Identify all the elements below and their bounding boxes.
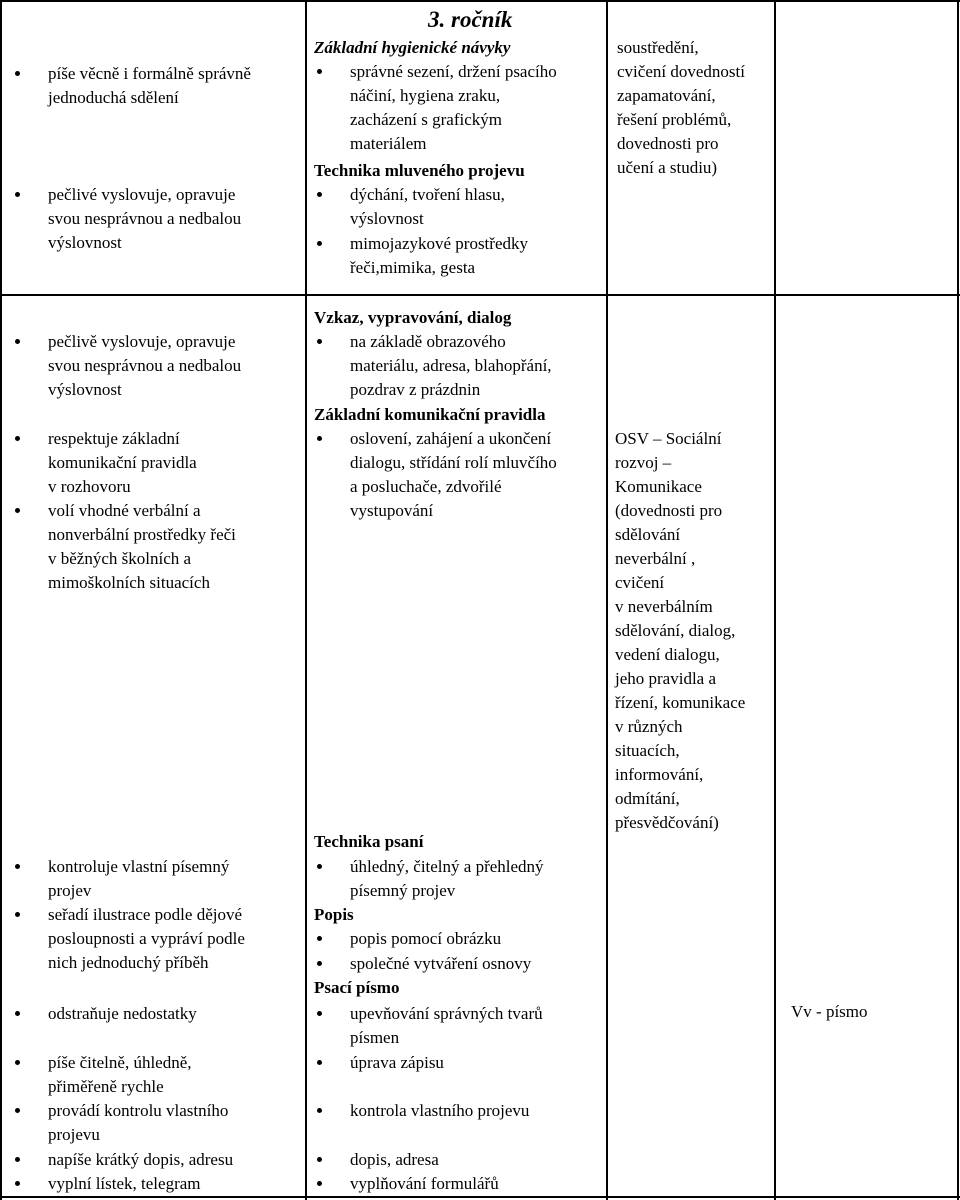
row-divider-top (0, 0, 960, 2)
topic-item-cont: vystupování (350, 501, 434, 520)
topic-item-cont: řeči,mimika, gesta (350, 258, 476, 277)
topic-item: kontrola vlastního projevu (350, 1099, 529, 1123)
topic-heading: Vzkaz, vypravování, dialog (314, 308, 512, 327)
outcome-item-cont: v rozhovoru (48, 477, 131, 496)
outcome-item-cont: nonverbální prostředky řeči (48, 525, 236, 544)
outcome-item-cont: nich jednoduchý příběh (48, 953, 209, 972)
outcome-item-cont: projevu (48, 1125, 100, 1144)
outcome-item-cont: výslovnost (48, 380, 122, 399)
topic-item: vyplňování formulářů (350, 1172, 499, 1196)
topic-item-cont: materiálu, adresa, blahopřání, (350, 356, 552, 375)
outcome-item-cont: výslovnost (48, 233, 122, 252)
topic-item: dýchání, tvoření hlasu, (350, 183, 505, 207)
theme-text: cvičení (615, 573, 665, 592)
topic-item-cont: písmen (350, 1028, 400, 1047)
theme-text: neverbální , (615, 549, 696, 568)
outcome-item-cont: přiměřeně rychle (48, 1077, 164, 1096)
topic-item-cont: náčiní, hygiena zraku, (350, 86, 501, 105)
outcome-item-cont: jednoduchá sdělení (48, 88, 179, 107)
outcome-item-cont: mimoškolních situacích (48, 573, 210, 592)
outcome-item: vyplní lístek, telegram (48, 1172, 201, 1196)
column-divider-2 (606, 0, 608, 1200)
topic-item: společné vytváření osnovy (350, 952, 531, 976)
topic-heading: Základní komunikační pravidla (314, 405, 546, 424)
outcome-item-cont: posloupnosti a vypráví podle (48, 929, 245, 948)
outcome-item: pečlivé vyslovuje, opravuje (48, 183, 235, 207)
table-border-left (0, 0, 2, 1200)
topic-item-cont: zacházení s grafickým (350, 110, 502, 129)
topic-item: upevňování správných tvarů (350, 1002, 543, 1026)
outcome-item-cont: komunikační pravidla (48, 453, 197, 472)
outcome-item: píše věcně i formálně správně (48, 62, 251, 86)
topic-item: dopis, adresa (350, 1148, 439, 1172)
topic-item-cont: a posluchače, zdvořilé (350, 477, 502, 496)
theme-text: řešení problémů, (617, 110, 732, 129)
outcome-item-cont: svou nesprávnou a nedbalou (48, 356, 242, 375)
outcome-item: provádí kontrolu vlastního (48, 1099, 228, 1123)
topic-item-cont: materiálem (350, 134, 427, 153)
topic-heading: Psací písmo (314, 978, 400, 997)
theme-text: Komunikace (615, 477, 702, 496)
theme-text: informování, (615, 765, 704, 784)
topic-heading: Technika mluveného projevu (314, 161, 525, 180)
row-divider-bottom (0, 1196, 960, 1198)
outcome-item: napíše krátký dopis, adresu (48, 1148, 233, 1172)
table-border-right (957, 0, 959, 1200)
topic-item: popis pomocí obrázku (350, 927, 501, 951)
topic-heading: Základní hygienické návyky (314, 38, 511, 57)
topic-item: mimojazykové prostředky (350, 232, 528, 256)
outcome-item: volí vhodné verbální a (48, 499, 201, 523)
theme-text: soustředění, (617, 38, 699, 57)
theme-text: řízení, komunikace (615, 693, 746, 712)
theme-text: dovednosti pro (617, 134, 719, 153)
theme-text: zapamatování, (617, 86, 716, 105)
theme-text: přesvědčování) (615, 813, 719, 832)
topic-item-cont: pozdrav z prázdnin (350, 380, 481, 399)
theme-text: (dovednosti pro (615, 501, 723, 520)
topic-heading: Popis (314, 905, 354, 924)
outcome-item: odstraňuje nedostatky (48, 1002, 197, 1026)
topic-item: na základě obrazového (350, 330, 506, 354)
topic-item: správné sezení, držení psacího (350, 60, 557, 84)
outcome-item: kontroluje vlastní písemný (48, 855, 229, 879)
outcome-item-cont: svou nesprávnou a nedbalou (48, 209, 242, 228)
outcome-item-cont: projev (48, 881, 92, 900)
outcome-item: pečlivě vyslovuje, opravuje (48, 330, 235, 354)
theme-text: v různých (615, 717, 683, 736)
outcome-item: seřadí ilustrace podle dějové (48, 903, 242, 927)
topic-item-cont: výslovnost (350, 209, 424, 228)
theme-text: v neverbálním (615, 597, 713, 616)
outcome-item: píše čitelně, úhledně, (48, 1051, 192, 1075)
theme-text: situacích, (615, 741, 680, 760)
topic-item: úhledný, čitelný a přehledný (350, 855, 544, 879)
column-divider-1 (305, 0, 307, 1200)
topic-item-cont: dialogu, střídání rolí mluvčího (350, 453, 557, 472)
topic-heading: Technika psaní (314, 832, 424, 851)
row-divider-middle (0, 294, 960, 296)
theme-text: odmítání, (615, 789, 680, 808)
theme-text: OSV – Sociální (615, 429, 722, 448)
theme-text: sdělování (615, 525, 681, 544)
outcome-item: respektuje základní (48, 427, 180, 451)
topic-item: úprava zápisu (350, 1051, 444, 1075)
theme-text: jeho pravidla a (615, 669, 717, 688)
theme-text: učení a studiu) (617, 158, 718, 177)
page-title: 3. ročník (428, 7, 513, 32)
column-divider-3 (774, 0, 776, 1200)
theme-text: sdělování, dialog, (615, 621, 736, 640)
theme-text: cvičení dovedností (617, 62, 745, 81)
topic-item-cont: písemný projev (350, 881, 456, 900)
theme-text: vedení dialogu, (615, 645, 720, 664)
outcome-item-cont: v běžných školních a (48, 549, 192, 568)
cross-subject-note: Vv - písmo (791, 1002, 868, 1021)
theme-text: rozvoj – (615, 453, 672, 472)
topic-item: oslovení, zahájení a ukončení (350, 427, 551, 451)
